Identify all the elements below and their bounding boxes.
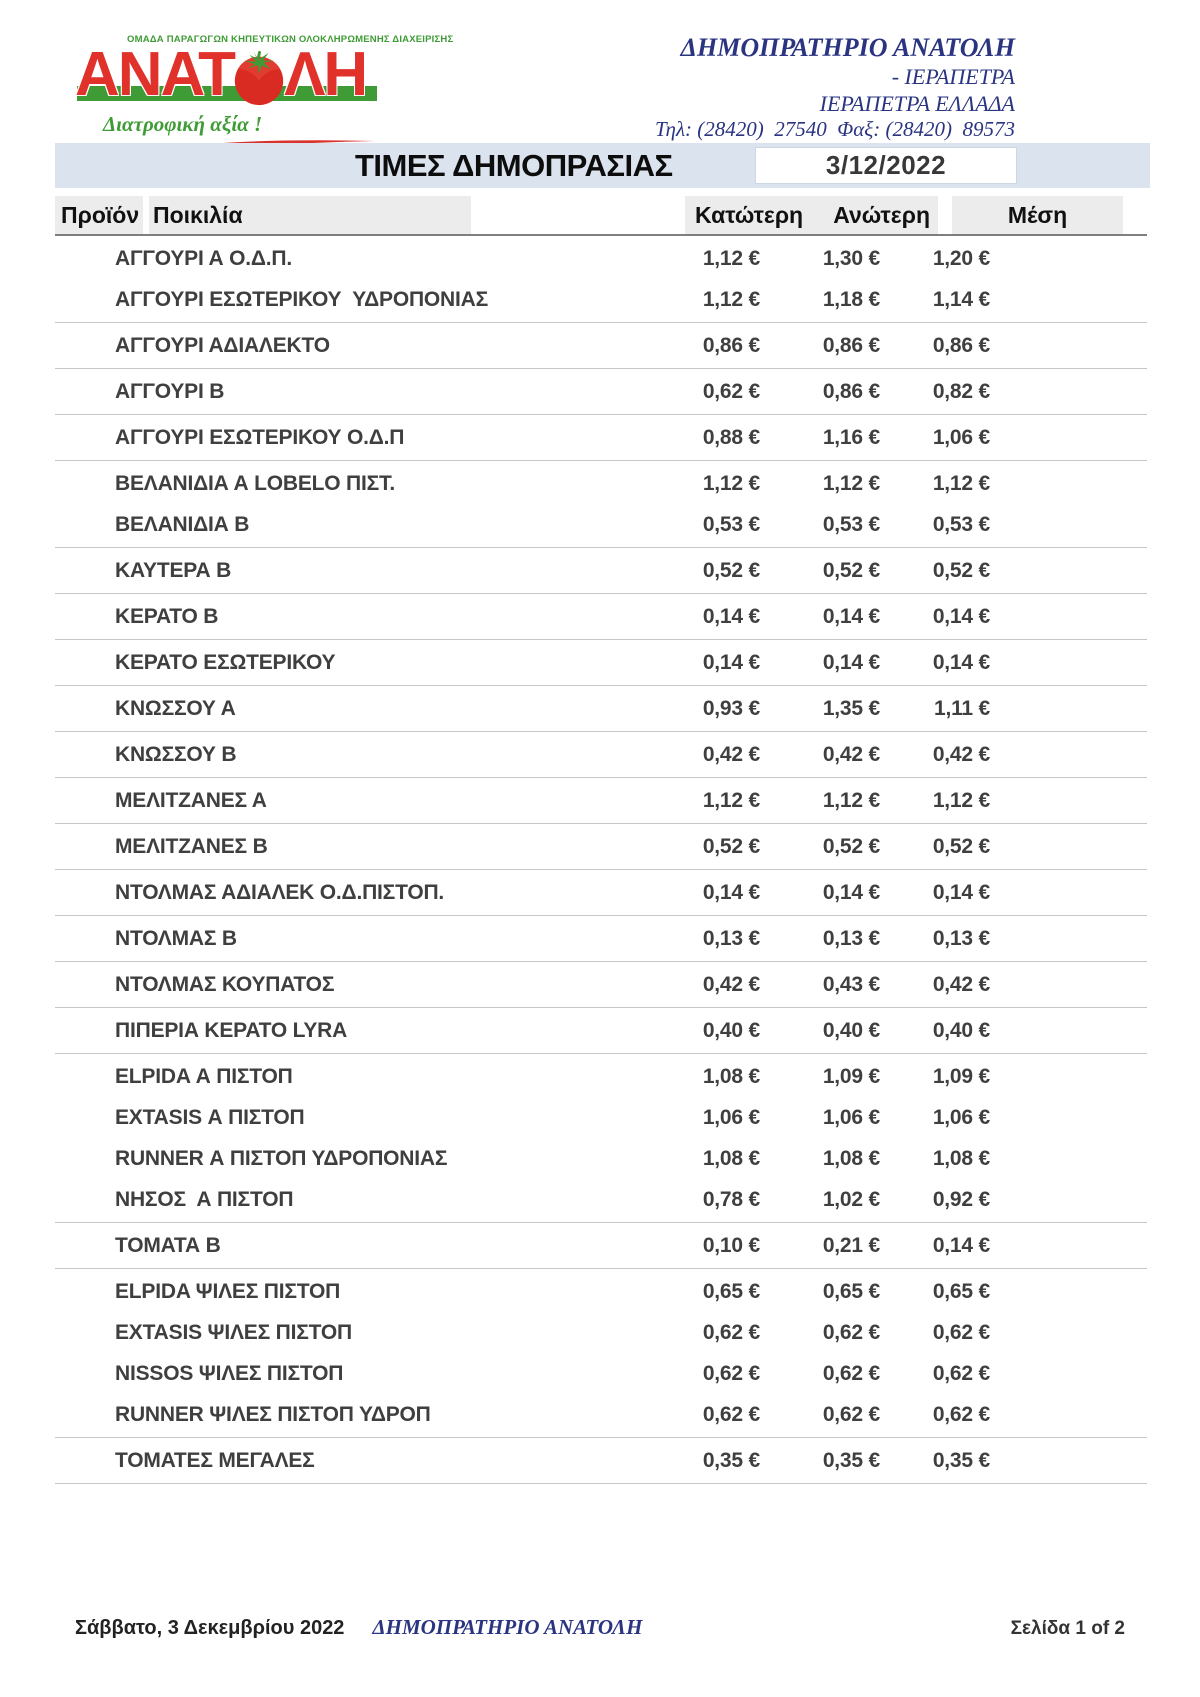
lowest-price-cell: 1,06 € [702, 1105, 760, 1129]
variety-cell: ΜΕΛΙΤΖΑΝΕΣ Β [115, 834, 268, 858]
table-row [55, 872, 1147, 913]
variety-cell: ELPIDA ΨΙΛΕΣ ΠΙΣΤΟΠ [115, 1279, 341, 1303]
highest-price-cell: 0,14 € [822, 604, 880, 628]
header-lowest: Κατώτερη [695, 201, 804, 228]
highest-price-cell: 1,18 € [822, 287, 880, 311]
lowest-price-cell: 0,42 € [702, 742, 760, 766]
company-phone-fax: Τηλ: (28420) 27540 Φαξ: (28420) 89573 [655, 117, 1015, 142]
mean-price-cell: 0,65 € [932, 1279, 990, 1303]
mean-price-cell: 1,06 € [932, 1105, 990, 1129]
table-row [55, 371, 1147, 412]
table-row [55, 504, 1147, 545]
variety-cell: ΚΝΩΣΣΟΥ Α [115, 696, 236, 720]
company-city: - ΙΕΡΑΠΕΤΡΑ [891, 63, 1015, 89]
highest-price-cell: 0,13 € [822, 926, 880, 950]
highest-price-cell: 0,21 € [822, 1233, 880, 1257]
mean-price-cell: 1,20 € [932, 246, 990, 270]
mean-price-cell: 1,12 € [932, 471, 990, 495]
variety-cell: ΝΤΟΛΜΑΣ ΑΔΙΑΛΕΚ Ο.Δ.ΠΙΣΤΟΠ. [115, 880, 445, 904]
mean-price-cell: 1,11 € [933, 696, 990, 720]
lowest-price-cell: 1,12 € [702, 287, 760, 311]
page-number: Σελίδα 1 of 2 [1010, 1618, 1125, 1639]
highest-price-cell: 0,40 € [822, 1018, 880, 1042]
page-title: ΤΙΜΕΣ ΔΗΜΟΠΡΑΣΙΑΣ [355, 148, 673, 183]
lowest-price-cell: 0,14 € [702, 650, 760, 674]
mean-price-cell: 0,13 € [932, 926, 990, 950]
lowest-price-cell: 0,78 € [702, 1187, 760, 1211]
highest-price-cell: 0,62 € [822, 1320, 880, 1344]
variety-cell: ΑΓΓΟΥΡΙ ΑΔΙΑΛΕΚΤΟ [115, 333, 330, 357]
group-divider [55, 1481, 1147, 1486]
table-row [55, 1179, 1147, 1220]
variety-cell: RUNNER Α ΠΙΣΤΟΠ ΥΔΡΟΠΟΝΙΑΣ [115, 1146, 448, 1170]
mean-price-cell: 1,06 € [932, 425, 990, 449]
highest-price-cell: 1,16 € [822, 425, 880, 449]
table-row [55, 1271, 1147, 1312]
mean-price-cell: 0,53 € [932, 512, 990, 536]
lowest-price-cell: 1,08 € [702, 1064, 760, 1088]
highest-price-cell: 1,30 € [822, 246, 880, 270]
variety-cell: ΑΓΓΟΥΡΙ ΕΣΩΤΕΡΙΚΟΥ ΥΔΡΟΠΟΝΙΑΣ [115, 287, 489, 311]
auction-date: 3/12/2022 [825, 150, 947, 180]
contact-block [455, 32, 1015, 143]
header-product: Προϊόν [55, 196, 143, 234]
logo-brand-left: ΑΝΑΤ [75, 40, 235, 109]
table-row [55, 1225, 1147, 1266]
highest-price-cell: 1,08 € [822, 1146, 880, 1170]
mean-price-cell: 1,12 € [932, 788, 990, 812]
highest-price-cell: 1,12 € [822, 788, 880, 812]
mean-price-cell: 0,52 € [932, 558, 990, 582]
table-header-row [55, 196, 1147, 236]
mean-price-cell: 0,92 € [932, 1187, 990, 1211]
mean-price-cell: 0,14 € [932, 650, 990, 674]
date-box [755, 147, 1017, 184]
variety-cell: ΝΤΟΛΜΑΣ ΚΟΥΠΑΤΟΣ [115, 972, 335, 996]
table-row [55, 1394, 1147, 1435]
highest-price-cell: 1,09 € [822, 1064, 880, 1088]
highest-price-cell: 0,52 € [822, 834, 880, 858]
lowest-price-cell: 0,62 € [702, 1320, 760, 1344]
anatoli-logo [75, 28, 454, 146]
variety-cell: ΜΕΛΙΤΖΑΝΕΣ Α [115, 788, 267, 812]
table-row [55, 279, 1147, 320]
mean-price-cell: 0,62 € [932, 1361, 990, 1385]
header-mean: Μέση [952, 196, 1123, 234]
highest-price-cell: 0,42 € [822, 742, 880, 766]
variety-cell: ΝΗΣΟΣ Α ΠΙΣΤΟΠ [115, 1187, 294, 1211]
highest-price-cell: 0,35 € [822, 1448, 880, 1472]
mean-price-cell: 1,09 € [932, 1064, 990, 1088]
logo-brand [75, 42, 366, 108]
table-row [55, 734, 1147, 775]
highest-price-cell: 0,62 € [822, 1402, 880, 1426]
lowest-price-cell: 0,65 € [702, 1279, 760, 1303]
lowest-price-cell: 0,93 € [702, 696, 760, 720]
highest-price-cell: 1,02 € [822, 1187, 880, 1211]
highest-price-cell: 0,43 € [822, 972, 880, 996]
header-trail [1123, 196, 1147, 234]
lowest-price-cell: 0,62 € [702, 1402, 760, 1426]
highest-price-cell: 0,86 € [822, 333, 880, 357]
lowest-price-cell: 0,42 € [702, 972, 760, 996]
header-price-group [685, 196, 938, 234]
logo-subtitle: ΟΜΑΔΑ ΠΑΡΑΓΩΓΩΝ ΚΗΠΕΥΤΙΚΩΝ ΟΛΟΚΛΗΡΩΜΕΝΗΣ ΔΙΑΧΕΙΡΙΣΗΣ [127, 34, 454, 45]
price-table [55, 196, 1147, 1486]
lowest-price-cell: 0,13 € [702, 926, 760, 950]
lowest-price-cell: 0,14 € [702, 604, 760, 628]
lowest-price-cell: 0,14 € [702, 880, 760, 904]
header-variety: Ποικιλία [149, 196, 471, 234]
company-country: ΙΕΡΑΠΕΤΡΑ ΕΛΛΑΔΑ [819, 90, 1015, 116]
highest-price-cell: 0,14 € [822, 650, 880, 674]
table-row [55, 463, 1147, 504]
table-row [55, 1440, 1147, 1481]
table-row [55, 1353, 1147, 1394]
table-row [55, 1312, 1147, 1353]
table-row [55, 550, 1147, 591]
mean-price-cell: 0,42 € [932, 972, 990, 996]
variety-cell: ΚΕΡΑΤΟ ΕΣΩΤΕΡΙΚΟΥ [115, 650, 336, 674]
table-row [55, 642, 1147, 683]
table-row [55, 325, 1147, 366]
highest-price-cell: 0,52 € [822, 558, 880, 582]
variety-cell: ΤΟΜΑΤΑ Β [115, 1233, 221, 1257]
lowest-price-cell: 1,12 € [702, 471, 760, 495]
variety-cell: ΝΤΟΛΜΑΣ Β [115, 926, 237, 950]
mean-price-cell: 0,86 € [932, 333, 990, 357]
highest-price-cell: 0,53 € [822, 512, 880, 536]
variety-cell: ΚΝΩΣΣΟΥ Β [115, 742, 237, 766]
mean-price-cell: 0,42 € [932, 742, 990, 766]
mean-price-cell: 0,40 € [932, 1018, 990, 1042]
highest-price-cell: 0,86 € [822, 379, 880, 403]
variety-cell: ELPIDA Α ΠΙΣΤΟΠ [115, 1064, 293, 1088]
logo-tagline: Διατροφική αξία ! [103, 112, 263, 136]
table-row [55, 596, 1147, 637]
lowest-price-cell: 0,62 € [702, 1361, 760, 1385]
table-row [55, 238, 1147, 279]
table-row [55, 688, 1147, 729]
table-row [55, 826, 1147, 867]
mean-price-cell: 0,14 € [932, 880, 990, 904]
page-footer [75, 1612, 1125, 1640]
variety-cell: ΚΕΡΑΤΟ Β [115, 604, 219, 628]
variety-cell: ΒΕΛΑΝΙΔΙΑ Α LOBELO ΠΙΣΤ. [115, 471, 395, 495]
mean-price-cell: 1,08 € [932, 1146, 990, 1170]
mean-price-cell: 0,14 € [932, 1233, 990, 1257]
mean-price-cell: 0,52 € [932, 834, 990, 858]
mean-price-cell: 0,35 € [932, 1448, 990, 1472]
lowest-price-cell: 0,88 € [702, 425, 760, 449]
highest-price-cell: 1,12 € [822, 471, 880, 495]
variety-cell: ΠΙΠΕΡΙΑ ΚΕΡΑΤΟ LYRA [115, 1018, 348, 1042]
lowest-price-cell: 0,10 € [702, 1233, 760, 1257]
lowest-price-cell: 1,12 € [702, 246, 760, 270]
table-row [55, 417, 1147, 458]
title-band [55, 143, 1150, 188]
variety-cell: ΤΟΜΑΤΕΣ ΜΕΓΑΛΕΣ [115, 1448, 315, 1472]
tomato-icon [230, 49, 288, 107]
lowest-price-cell: 0,35 € [702, 1448, 760, 1472]
logo-brand-right: ΛΗ [284, 40, 367, 109]
mean-price-cell: 0,14 € [932, 604, 990, 628]
table-row [55, 1010, 1147, 1051]
company-name: ΔΗΜΟΠΡΑΤΗΡΙΟ ΑΝΑΤΟΛΗ [680, 33, 1015, 62]
lowest-price-cell: 1,08 € [702, 1146, 760, 1170]
lowest-price-cell: 0,62 € [702, 379, 760, 403]
variety-cell: ΚΑΥΤΕΡΑ Β [115, 558, 232, 582]
table-row [55, 1097, 1147, 1138]
highest-price-cell: 0,62 € [822, 1361, 880, 1385]
lowest-price-cell: 0,52 € [702, 834, 760, 858]
lowest-price-cell: 0,52 € [702, 558, 760, 582]
variety-cell: ΑΓΓΟΥΡΙ Β [115, 379, 225, 403]
header-spacer [471, 196, 685, 234]
header-highest: Ανώτερη [833, 201, 930, 228]
mean-price-cell: 0,82 € [932, 379, 990, 403]
mean-price-cell: 0,62 € [932, 1402, 990, 1426]
variety-cell: ΑΓΓΟΥΡΙ Α Ο.Δ.Π. [115, 246, 292, 270]
variety-cell: ΑΓΓΟΥΡΙ ΕΣΩΤΕΡΙΚΟΥ Ο.Δ.Π [115, 425, 405, 449]
variety-cell: EXTASIS ΨΙΛΕΣ ΠΙΣΤΟΠ [115, 1320, 352, 1344]
price-table-body [55, 236, 1147, 1486]
variety-cell: RUNNER ΨΙΛΕΣ ΠΙΣΤΟΠ ΥΔΡΟΠ [115, 1402, 431, 1426]
lowest-price-cell: 0,53 € [702, 512, 760, 536]
table-row [55, 780, 1147, 821]
variety-cell: NISSOS ΨΙΛΕΣ ΠΙΣΤΟΠ [115, 1361, 344, 1385]
lowest-price-cell: 0,40 € [702, 1018, 760, 1042]
lowest-price-cell: 0,86 € [702, 333, 760, 357]
footer-company: ΔΗΜΟΠΡΑΤΗΡΙΟ ΑΝΑΤΟΛΗ [372, 1615, 643, 1639]
highest-price-cell: 1,06 € [822, 1105, 880, 1129]
table-row [55, 964, 1147, 1005]
mean-price-cell: 0,62 € [932, 1320, 990, 1344]
variety-cell: EXTASIS Α ΠΙΣΤΟΠ [115, 1105, 305, 1129]
table-row [55, 1056, 1147, 1097]
highest-price-cell: 0,65 € [822, 1279, 880, 1303]
lowest-price-cell: 1,12 € [702, 788, 760, 812]
mean-price-cell: 1,14 € [932, 287, 990, 311]
variety-cell: ΒΕΛΑΝΙΔΙΑ Β [115, 512, 250, 536]
table-row [55, 1138, 1147, 1179]
table-row [55, 918, 1147, 959]
footer-date: Σάββατο, 3 Δεκεμβρίου 2022 [75, 1617, 345, 1639]
highest-price-cell: 1,35 € [822, 696, 880, 720]
highest-price-cell: 0,14 € [822, 880, 880, 904]
